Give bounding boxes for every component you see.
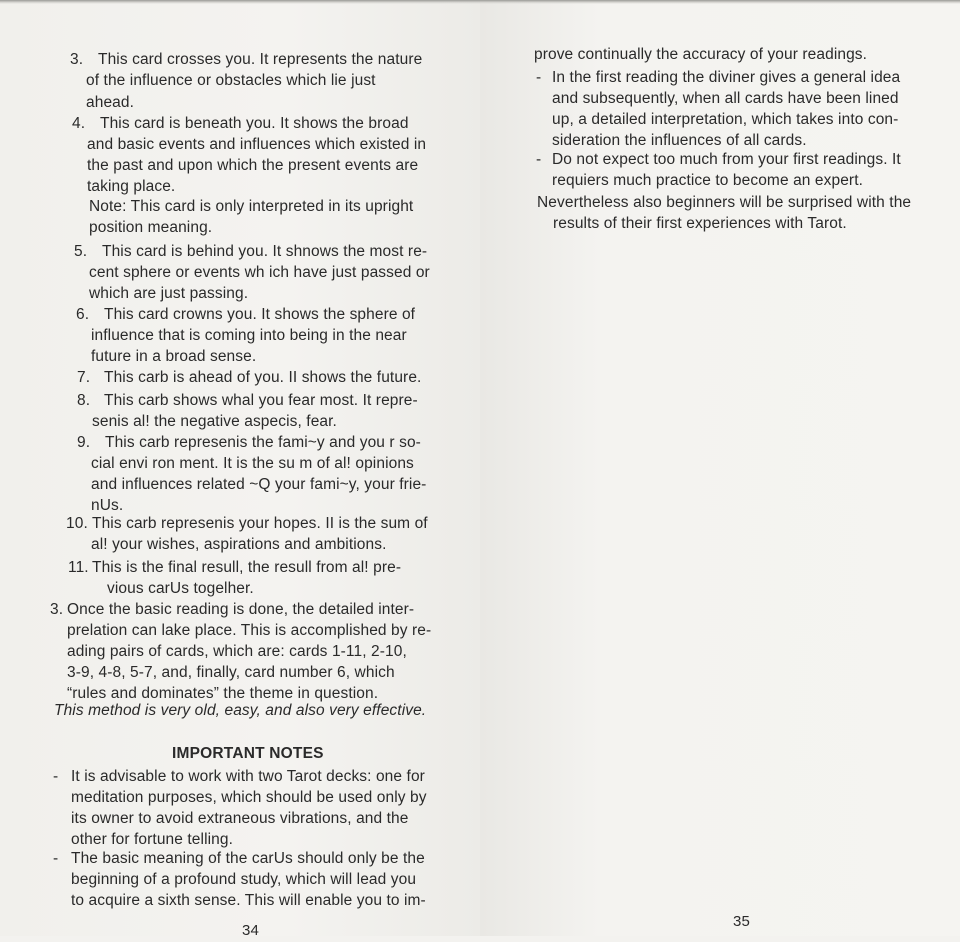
note-item-line: In the first reading the diviner gives a general idea	[552, 69, 901, 86]
list-item-line: vious carUs togelher.	[107, 580, 254, 597]
list-item-line: This carb is ahead of you. II shows the future.	[104, 369, 422, 386]
dash-bullet: -	[53, 850, 59, 867]
note-line: position meaning.	[89, 219, 213, 236]
section-line: prelation can lake place. This is accomplished by re-	[67, 622, 432, 639]
closing-line: results of their first experiences with Tarot.	[553, 215, 847, 232]
list-item-number: 10.	[66, 515, 88, 532]
note-item-line: It is advisable to work with two Tarot decks: one for	[71, 768, 425, 785]
page-number-right: 35	[733, 913, 750, 930]
closing-line: Nevertheless also beginners will be surprised with the	[537, 194, 912, 211]
list-item-number: 8.	[77, 392, 91, 409]
note-item-line: other for fortune telling.	[71, 831, 233, 848]
note-item-line: The basic meaning of the carUs should only be the	[71, 850, 425, 867]
note-item-line: meditation purposes, which should be used only by	[71, 789, 427, 806]
list-item-number: 6.	[76, 306, 90, 323]
section-number: 3.	[50, 601, 64, 618]
page-number-left: 34	[242, 922, 259, 939]
important-notes-heading: IMPORTANT NOTES	[172, 745, 324, 762]
section-line: 3-9, 4-8, 5-7, and, finally, card number 6, which	[67, 664, 395, 681]
list-item-line: This carb shows whal you fear most. It repre-	[104, 392, 418, 409]
list-item-line: This card is behind you. It shnows the most re-	[102, 243, 428, 260]
list-item-line: This card crowns you. It shows the sphere of	[104, 306, 416, 323]
note-item-line: beginning of a profound study, which will lead you	[71, 871, 417, 888]
list-item-number: 5.	[74, 243, 88, 260]
list-item-number: 11.	[68, 559, 89, 576]
note-item-line: sideration the influences of all cards.	[552, 132, 807, 149]
section-line: Once the basic reading is done, the detailed inter-	[67, 601, 415, 618]
list-item-line: This carb represenis the fami~y and you r so-	[105, 434, 421, 451]
note-item-line: requiers much practice to become an expert.	[552, 172, 864, 189]
dash-bullet: -	[53, 768, 59, 785]
dash-bullet: -	[536, 69, 542, 86]
dash-bullet: -	[536, 151, 542, 168]
note-line: Note: This card is only interpreted in its upright	[89, 198, 414, 215]
list-item-line: This is the final resull, the resull from al! pre-	[92, 559, 402, 576]
list-item-line: taking place.	[87, 178, 176, 195]
list-item-number: 4.	[72, 115, 86, 132]
list-item-line: al! your wishes, aspirations and ambitions.	[91, 536, 387, 553]
list-item-number: 3.	[70, 51, 84, 68]
list-item-line: This card is beneath you. It shows the broad	[100, 115, 409, 132]
note-item-line: its owner to avoid extraneous vibrations, and the	[71, 810, 409, 827]
list-item-line: cial envi ron ment. It is the su m of al! opinions	[91, 455, 414, 472]
list-item-line: ahead.	[86, 94, 135, 111]
list-item-line: which are just passing.	[89, 285, 249, 302]
note-item-line: and subsequently, when all cards have been lined	[552, 90, 899, 107]
list-item-line: and basic events and influences which existed in	[87, 136, 427, 153]
list-item-number: 7.	[77, 369, 91, 386]
list-item-line: This carb represenis your hopes. II is the sum of	[92, 515, 428, 532]
section-line: ading pairs of cards, which are: cards 1-11, 2-10,	[67, 643, 407, 660]
list-item-line: the past and upon which the present events are	[87, 157, 419, 174]
list-item-line: cent sphere or events wh ich have just passed or	[89, 264, 430, 281]
list-item-line: of the influence or obstacles which lie just	[86, 72, 376, 89]
list-item-line: This card crosses you. It represents the nature	[98, 51, 423, 68]
list-item-line: senis al! the negative aspecis, fear.	[92, 413, 337, 430]
list-item-number: 9.	[77, 434, 91, 451]
note-item-line: Do not expect too much from your first readings. It	[552, 151, 901, 168]
note-item-line: to acquire a sixth sense. This will enable you to im-	[71, 892, 426, 909]
method-remark: This method is very old, easy, and also very effective.	[54, 702, 427, 719]
continuation-line: prove continually the accuracy of your readings.	[534, 46, 868, 63]
note-item-line: up, a detailed interpretation, which takes into con-	[552, 111, 899, 128]
page-top-edge	[0, 0, 960, 4]
list-item-line: nUs.	[91, 497, 124, 514]
list-item-line: and influences related ~Q your fami~y, your frie-	[91, 476, 427, 493]
list-item-line: influence that is coming into being in the near	[91, 327, 407, 344]
list-item-line: future in a broad sense.	[91, 348, 257, 365]
section-line: “rules and dominates” the theme in question.	[67, 685, 379, 702]
